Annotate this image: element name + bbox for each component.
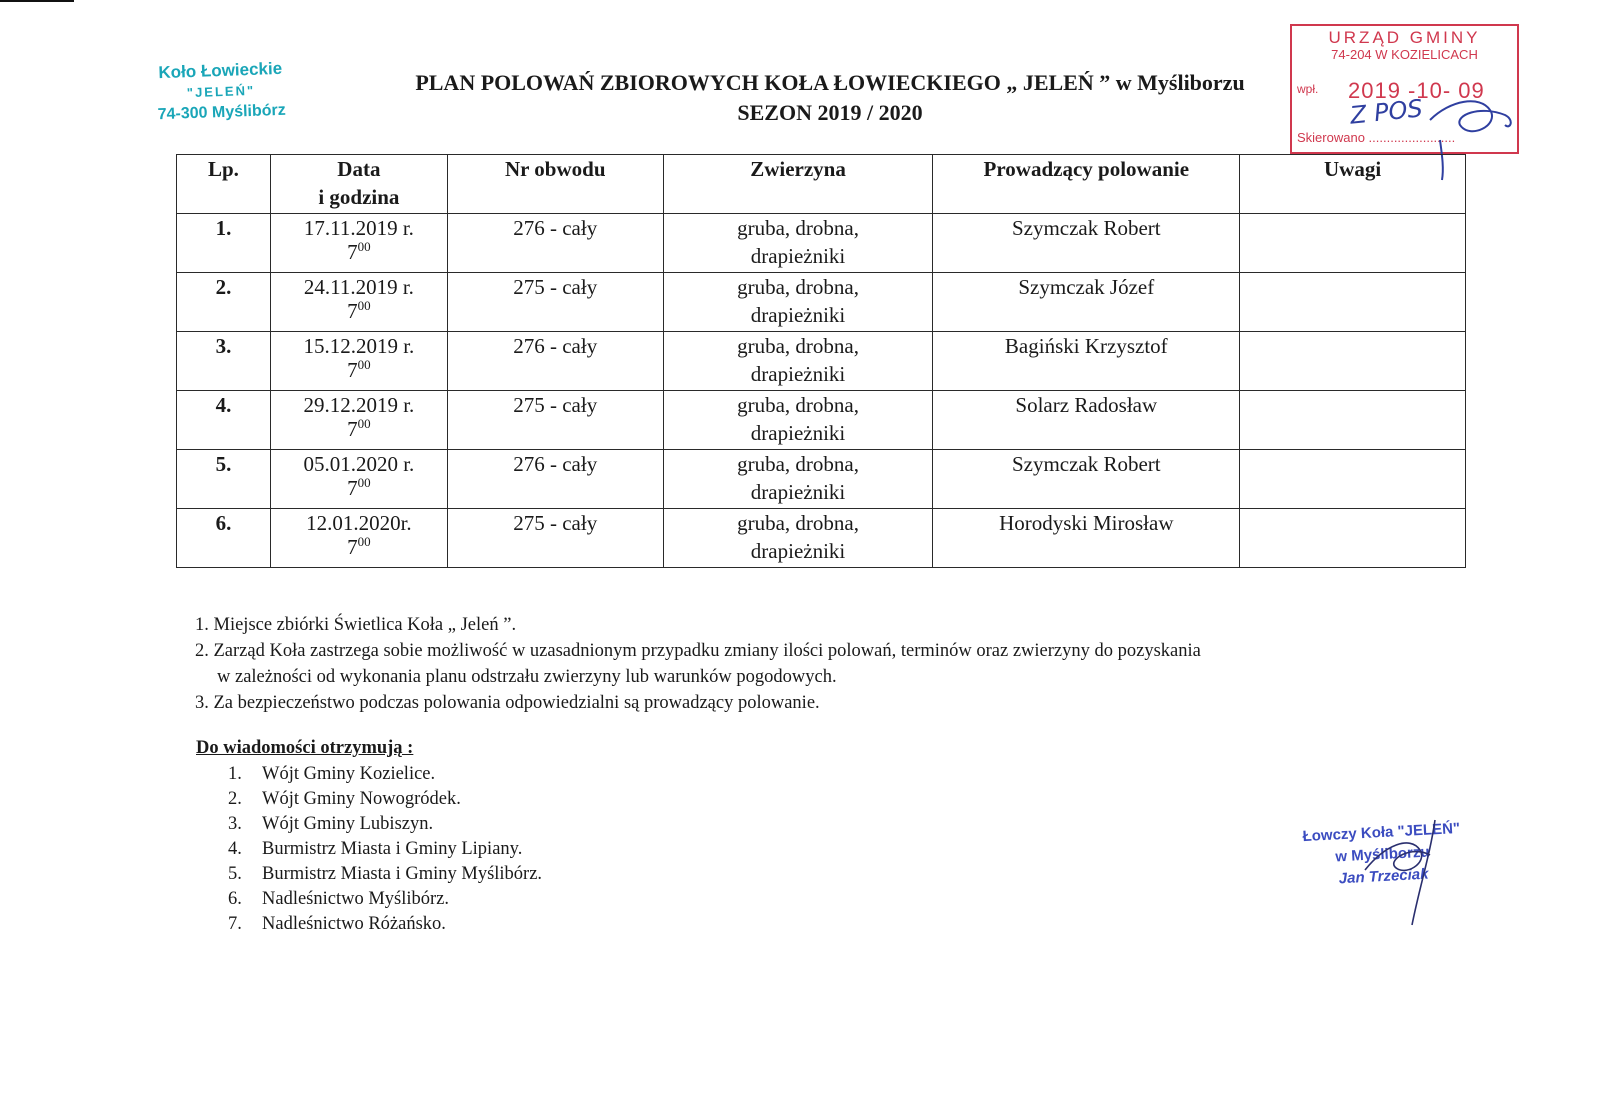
cell-date-text: 05.01.2020 r.	[303, 452, 415, 476]
cell-hour: 7	[347, 535, 358, 559]
cell-date-text: 12.01.2020r.	[306, 511, 412, 535]
recipient-text: Burmistrz Miasta i Gminy Lipiany.	[262, 839, 523, 859]
notes-section	[195, 612, 1201, 716]
header-data-line1: Data	[337, 157, 381, 181]
table-row	[177, 214, 1466, 273]
note-3: 3. Za bezpieczeństwo podczas polowania odpowiedzialni są prowadzący polowanie.	[195, 693, 820, 713]
list-item	[228, 912, 542, 937]
recipient-text: Wójt Gminy Kozielice.	[262, 764, 436, 784]
cell-zwierzyna-line2: drapieżniki	[750, 539, 846, 563]
cell-obwod: 276 - cały	[447, 214, 663, 273]
stamp-urzad-line2: 74-204 W KOZIELICACH	[1331, 47, 1478, 62]
table-row	[177, 509, 1466, 568]
cell-lp: 1.	[177, 214, 271, 273]
list-item	[228, 837, 542, 862]
list-item	[228, 762, 542, 787]
recipient-number: 6.	[228, 889, 242, 909]
recipient-number: 4.	[228, 839, 242, 859]
cell-obwod: 275 - cały	[447, 273, 663, 332]
cell-obwod: 276 - cały	[447, 450, 663, 509]
cell-date	[270, 450, 447, 509]
recipient-text: Nadleśnictwo Różańsko.	[262, 914, 446, 934]
cell-date	[270, 391, 447, 450]
table-row	[177, 273, 1466, 332]
stamp-urzad-wpl-label: wpł.	[1297, 82, 1319, 96]
cell-prowadzacy: Bagiński Krzysztof	[933, 332, 1240, 391]
cell-date	[270, 273, 447, 332]
recipient-number: 5.	[228, 864, 242, 884]
recipient-text: Wójt Gminy Nowogródek.	[262, 789, 461, 809]
cell-hour: 7	[347, 476, 358, 500]
cell-zwierzyna-line2: drapieżniki	[750, 244, 846, 268]
header-data	[270, 155, 447, 214]
cell-lp: 4.	[177, 391, 271, 450]
cell-zwierzyna-line2: drapieżniki	[750, 480, 846, 504]
cell-uwagi	[1240, 273, 1466, 332]
stamp-kolo-line1: Koło Łowieckie	[158, 58, 283, 83]
cell-zwierzyna-line1: gruba, drobna,	[737, 511, 859, 535]
cell-uwagi	[1240, 450, 1466, 509]
cell-zwierzyna	[663, 450, 933, 509]
cell-minutes: 00	[357, 416, 371, 431]
cell-obwod: 275 - cały	[447, 509, 663, 568]
header-data-line2: i godzina	[318, 185, 400, 209]
hunting-plan-table	[176, 154, 1466, 568]
cell-zwierzyna	[663, 214, 933, 273]
note-2a: 2. Zarząd Koła zastrzega sobie możliwość w uzasadnionym przypadku zmiany ilości polowań, terminów oraz zwierzyny do pozyskania	[195, 641, 1201, 661]
header-lp: Lp.	[177, 155, 271, 214]
cell-zwierzyna-line1: gruba, drobna,	[737, 216, 859, 240]
header-obwod: Nr obwodu	[447, 155, 663, 214]
cell-date	[270, 332, 447, 391]
cell-zwierzyna	[663, 273, 933, 332]
recipients-heading: Do wiadomości otrzymują :	[196, 738, 414, 758]
cell-minutes: 00	[357, 239, 371, 254]
cell-date	[270, 509, 447, 568]
cell-zwierzyna-line1: gruba, drobna,	[737, 452, 859, 476]
cell-lp: 5.	[177, 450, 271, 509]
stamp-kolo-line3: 74-300 Myślibórz	[157, 101, 287, 124]
cell-prowadzacy: Solarz Radosław	[933, 391, 1240, 450]
document-title	[330, 68, 1330, 128]
cell-minutes: 00	[357, 534, 371, 549]
title-line1: PLAN POLOWAŃ ZBIOROWYCH KOŁA ŁOWIECKIEGO „ JELEŃ ” w Myśliborzu	[415, 70, 1245, 95]
list-item	[228, 862, 542, 887]
cell-date-text: 15.12.2019 r.	[303, 334, 415, 358]
cell-date-text: 17.11.2019 r.	[303, 216, 414, 240]
cell-zwierzyna-line1: gruba, drobna,	[737, 275, 859, 299]
cell-zwierzyna-line2: drapieżniki	[750, 362, 846, 386]
cell-date	[270, 214, 447, 273]
cell-zwierzyna	[663, 391, 933, 450]
cell-prowadzacy: Szymczak Robert	[933, 214, 1240, 273]
header-zwierzyna: Zwierzyna	[663, 155, 933, 214]
stamp-lowczy-line1: Łowczy Koła "JELEŃ"	[1302, 819, 1461, 846]
cell-zwierzyna-line1: gruba, drobna,	[737, 334, 859, 358]
cell-zwierzyna-line1: gruba, drobna,	[737, 393, 859, 417]
list-item	[228, 812, 542, 837]
cell-hour: 7	[347, 358, 358, 382]
stamp-urzad-date: 2019 -10- 09	[1348, 78, 1485, 103]
cell-zwierzyna-line2: drapieżniki	[750, 303, 846, 327]
cell-uwagi	[1240, 332, 1466, 391]
recipients-list	[228, 762, 542, 937]
recipient-number: 2.	[228, 789, 242, 809]
table-row	[177, 450, 1466, 509]
recipient-number: 7.	[228, 914, 242, 934]
recipient-number: 3.	[228, 814, 242, 834]
cell-minutes: 00	[357, 475, 371, 490]
recipient-text: Burmistrz Miasta i Gminy Myślibórz.	[262, 864, 543, 884]
note-2b: w zależności od wykonania planu odstrzału zwierzyny lub warunków pogodowych.	[217, 667, 837, 687]
cell-minutes: 00	[357, 357, 371, 372]
cell-obwod: 275 - cały	[447, 391, 663, 450]
stamp-urzad-skierowano: Skierowano ........................	[1297, 130, 1456, 145]
cell-lp: 6.	[177, 509, 271, 568]
cell-date-text: 29.12.2019 r.	[303, 393, 415, 417]
table-row	[177, 391, 1466, 450]
cell-uwagi	[1240, 509, 1466, 568]
cell-hour: 7	[347, 299, 358, 323]
cell-prowadzacy: Szymczak Robert	[933, 450, 1240, 509]
cell-obwod: 276 - cały	[447, 332, 663, 391]
stamp-kolo-lowieckie	[145, 57, 297, 125]
header-uwagi: Uwagi	[1240, 155, 1466, 214]
cell-zwierzyna	[663, 332, 933, 391]
cell-minutes: 00	[357, 298, 371, 313]
cell-lp: 3.	[177, 332, 271, 391]
table-header-row	[177, 155, 1466, 214]
recipient-text: Nadleśnictwo Myślibórz.	[262, 889, 450, 909]
cell-zwierzyna	[663, 509, 933, 568]
signature-lowczy-icon	[1350, 815, 1460, 935]
cell-lp: 2.	[177, 273, 271, 332]
stamp-lowczy-line3: Jan Trzeciak	[1338, 865, 1429, 888]
cell-hour: 7	[347, 417, 358, 441]
cell-prowadzacy: Szymczak Józef	[933, 273, 1240, 332]
cell-prowadzacy: Horodyski Mirosław	[933, 509, 1240, 568]
stamp-kolo-line2: "JELEŃ"	[186, 82, 256, 101]
title-line2: SEZON 2019 / 2020	[737, 100, 923, 125]
cell-uwagi	[1240, 391, 1466, 450]
header-prowadzacy: Prowadzący polowanie	[933, 155, 1240, 214]
scan-corner-mark	[0, 0, 74, 2]
recipient-text: Wójt Gminy Lubiszyn.	[262, 814, 434, 834]
cell-hour: 7	[347, 240, 358, 264]
stamp-urzad-line1: URZĄD GMINY	[1328, 28, 1481, 47]
list-item	[228, 887, 542, 912]
cell-uwagi	[1240, 214, 1466, 273]
handwritten-note: Z POS	[1348, 94, 1424, 130]
cell-zwierzyna-line2: drapieżniki	[750, 421, 846, 445]
note-1: 1. Miejsce zbiórki Świetlica Koła „ Jeleń ”.	[195, 615, 517, 635]
stamp-lowczy-line2: w Myśliborzu	[1334, 843, 1430, 866]
recipient-number: 1.	[228, 764, 242, 784]
list-item	[228, 787, 542, 812]
cell-date-text: 24.11.2019 r.	[303, 275, 414, 299]
table-row	[177, 332, 1466, 391]
